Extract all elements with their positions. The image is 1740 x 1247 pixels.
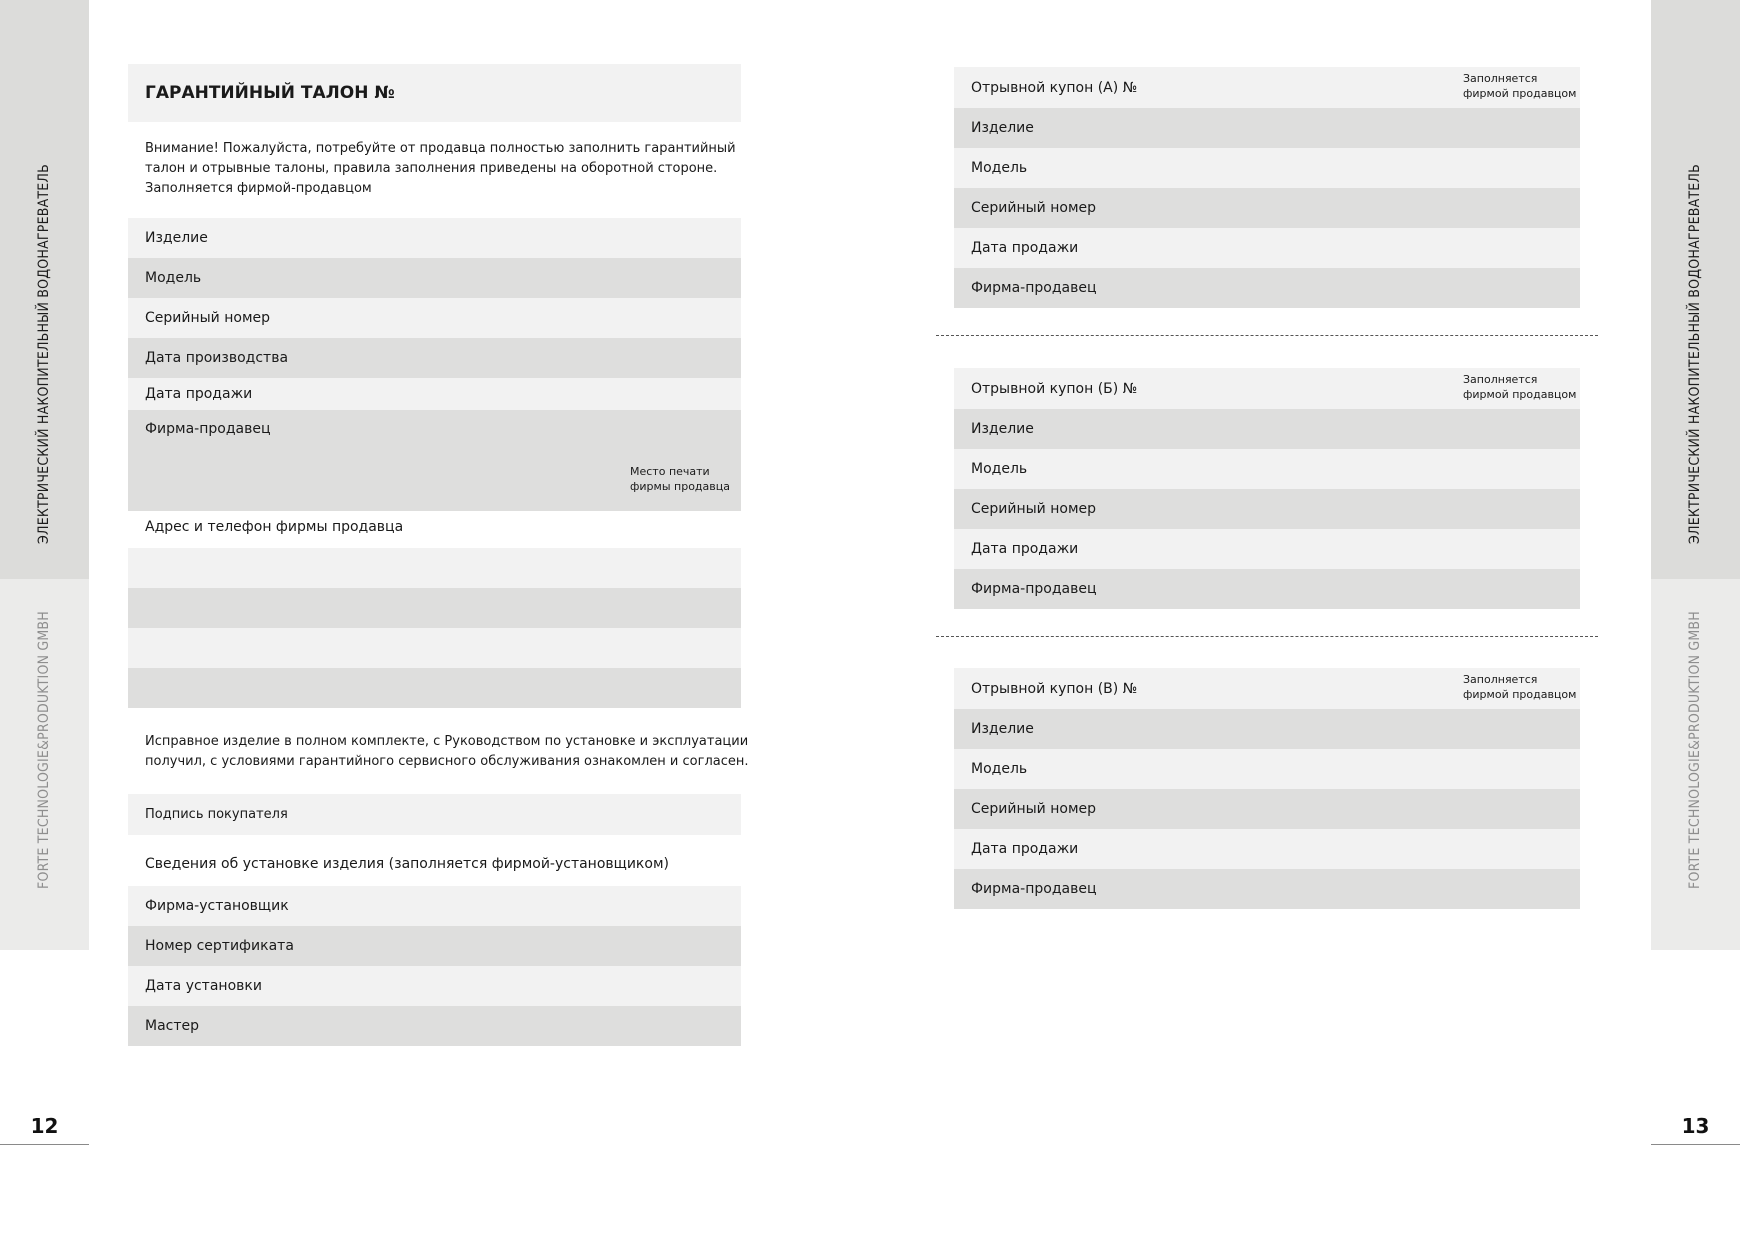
- field-certificate-number[interactable]: Номер сертификата: [128, 926, 741, 966]
- coupon-v-fill-note: Заполняется фирмой продавцом: [1463, 673, 1577, 701]
- coupon-v-field-serial[interactable]: Серийный номер: [954, 789, 1580, 829]
- consent-text: Исправное изделие в полном комплекте, с Руководством по установке и эксплуатации получил, с условиями гарантийного сервисного обслуживания ознакомлен и согласен.: [145, 734, 749, 769]
- coupon-b-field-sale-date[interactable]: Дата продажи: [954, 529, 1580, 569]
- stamp-place-note: Место печати фирмы продавца: [630, 465, 730, 493]
- address-line-1[interactable]: [128, 548, 741, 588]
- coupon-a-field-sale-date[interactable]: Дата продажи: [954, 228, 1580, 268]
- cut-line-1: [936, 335, 1598, 336]
- coupon-b-field-product[interactable]: Изделие: [954, 409, 1580, 449]
- warranty-title: ГАРАНТИЙНЫЙ ТАЛОН №: [145, 83, 395, 103]
- address-line-2[interactable]: [128, 588, 741, 628]
- field-installer-firm[interactable]: Фирма-установщик: [128, 886, 741, 926]
- address-label: Адрес и телефон фирмы продавца: [145, 519, 404, 535]
- field-install-date[interactable]: Дата установки: [128, 966, 741, 1006]
- product-vertical-title: ЭЛЕКТРИЧЕСКИЙ НАКОПИТЕЛЬНЫЙ ВОДОНАГРЕВАТЕЛЬ: [1687, 164, 1703, 544]
- coupon-v-field-model[interactable]: Модель: [954, 749, 1580, 789]
- field-product[interactable]: Изделие: [128, 218, 741, 258]
- coupon-v-field-seller[interactable]: Фирма-продавец: [954, 869, 1580, 909]
- company-vertical-title: FORTE TECHNOLOGIE&PRODUKTION GMBH: [36, 611, 52, 889]
- attention-text: Внимание! Пожалуйста, потребуйте от продавца полностью заполнить гарантийный талон и отрывные талоны, правила заполнения приведены на оборотной стороне. Заполняется фирмой-продавцом: [145, 141, 736, 196]
- install-section-title: Сведения об установке изделия (заполняется фирмой-установщиком): [145, 856, 669, 872]
- coupon-b-title: Отрывной купон (Б) №: [971, 380, 1138, 397]
- product-vertical-title: ЭЛЕКТРИЧЕСКИЙ НАКОПИТЕЛЬНЫЙ ВОДОНАГРЕВАТЕЛЬ: [36, 164, 52, 544]
- coupon-a-field-model[interactable]: Модель: [954, 148, 1580, 188]
- field-sale-date[interactable]: Дата продажи: [128, 378, 741, 410]
- coupon-a-field-serial[interactable]: Серийный номер: [954, 188, 1580, 228]
- coupon-a-field-product[interactable]: Изделие: [954, 108, 1580, 148]
- page-number-left: 12: [30, 1114, 59, 1138]
- page-number-underline: [1651, 1144, 1740, 1145]
- coupon-v-field-product[interactable]: Изделие: [954, 709, 1580, 749]
- cut-line-2: [936, 636, 1598, 637]
- coupon-b-field-serial[interactable]: Серийный номер: [954, 489, 1580, 529]
- address-line-4[interactable]: [128, 668, 741, 708]
- coupon-a-fill-note: Заполняется фирмой продавцом: [1463, 72, 1577, 100]
- coupon-a-title: Отрывной купон (А) №: [971, 79, 1138, 96]
- address-line-3[interactable]: [128, 628, 741, 668]
- page-number-right: 13: [1681, 1114, 1710, 1138]
- field-seller-firm[interactable]: Фирма-продавец: [128, 410, 741, 511]
- coupon-a-field-seller[interactable]: Фирма-продавец: [954, 268, 1580, 308]
- field-model[interactable]: Модель: [128, 258, 741, 298]
- coupon-v-title: Отрывной купон (В) №: [971, 680, 1138, 697]
- coupon-b-field-model[interactable]: Модель: [954, 449, 1580, 489]
- coupon-b-field-seller[interactable]: Фирма-продавец: [954, 569, 1580, 609]
- field-master[interactable]: Мастер: [128, 1006, 741, 1046]
- page-number-underline: [0, 1144, 89, 1145]
- field-serial-number[interactable]: Серийный номер: [128, 298, 741, 338]
- company-vertical-title: FORTE TECHNOLOGIE&PRODUKTION GMBH: [1687, 611, 1703, 889]
- field-buyer-signature[interactable]: Подпись покупателя: [128, 794, 741, 835]
- field-production-date[interactable]: Дата производства: [128, 338, 741, 378]
- warranty-title-bar: [128, 64, 741, 122]
- coupon-v-field-sale-date[interactable]: Дата продажи: [954, 829, 1580, 869]
- coupon-b-fill-note: Заполняется фирмой продавцом: [1463, 373, 1577, 401]
